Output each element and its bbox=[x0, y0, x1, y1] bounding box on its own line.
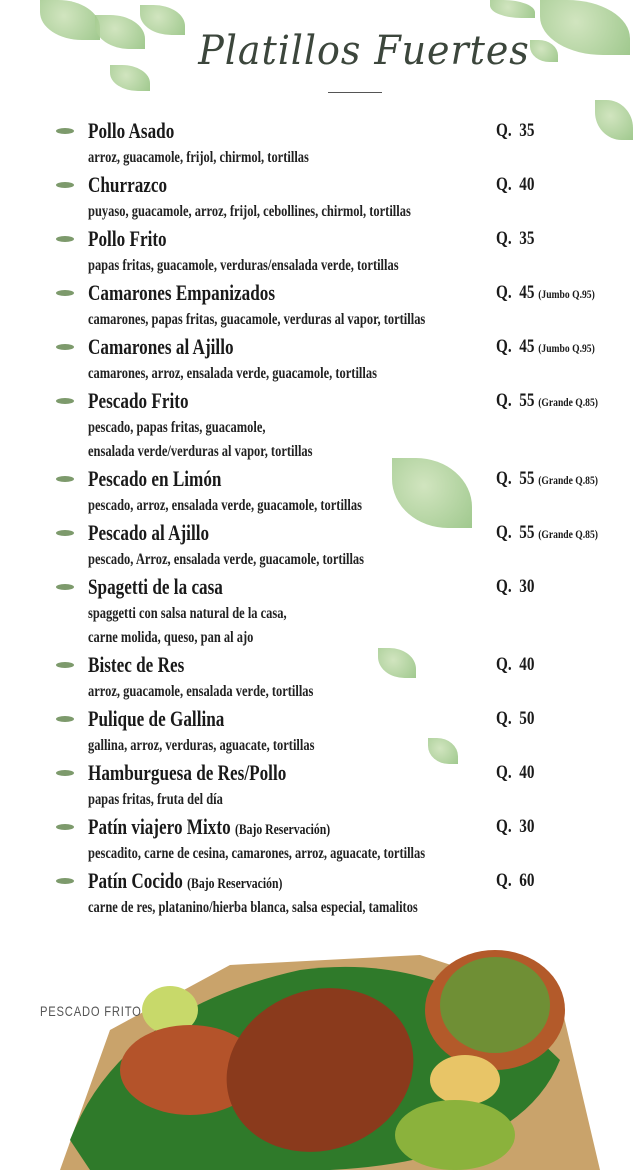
item-name bbox=[88, 758, 286, 788]
item-name bbox=[88, 170, 167, 200]
item-name bbox=[88, 464, 221, 494]
menu-item bbox=[56, 464, 616, 518]
item-price bbox=[496, 332, 595, 363]
item-name bbox=[88, 650, 184, 680]
item-price bbox=[496, 812, 534, 842]
currency: Q. bbox=[496, 576, 512, 597]
leaf-bullet-icon bbox=[56, 344, 74, 350]
item-price bbox=[496, 116, 534, 146]
item-price bbox=[496, 572, 534, 602]
item-description: pescadito, carne de cesina, camarones, arroz, aguacate, tortillas bbox=[88, 845, 426, 862]
menu-item-header bbox=[56, 518, 616, 548]
currency: Q. bbox=[496, 654, 512, 675]
item-price bbox=[496, 518, 598, 549]
leaf-bullet-icon bbox=[56, 770, 74, 776]
price-extra: (Grande Q.85) bbox=[538, 527, 598, 541]
menu-item bbox=[56, 650, 616, 704]
currency: Q. bbox=[496, 522, 512, 543]
price-extra: (Jumbo Q.95) bbox=[538, 287, 595, 301]
leaf-bullet-icon bbox=[56, 824, 74, 830]
menu-item bbox=[56, 170, 616, 224]
leaf-bullet-icon bbox=[56, 662, 74, 668]
item-name bbox=[88, 518, 209, 548]
menu-item-header bbox=[56, 704, 616, 734]
menu-item bbox=[56, 278, 616, 332]
tortilla-chip bbox=[430, 1055, 500, 1105]
menu-item-header bbox=[56, 650, 616, 680]
menu-item-header bbox=[56, 116, 616, 146]
item-price bbox=[496, 758, 534, 788]
item-name bbox=[88, 278, 275, 308]
photo-label: PESCADO FRITO bbox=[40, 1003, 142, 1019]
item-name-text: Hamburguesa de Res/Pollo bbox=[88, 760, 287, 785]
currency: Q. bbox=[496, 468, 512, 489]
price-value: 35 bbox=[519, 120, 535, 141]
menu-item bbox=[56, 704, 616, 758]
price-value: 60 bbox=[519, 870, 535, 891]
item-description: pescado, papas fritas, guacamole, bbox=[88, 419, 266, 436]
item-description: puyaso, guacamole, arroz, frijol, cebollines, chirmol, tortillas bbox=[88, 203, 411, 220]
item-description: pescado, arroz, ensalada verde, guacamole, tortillas bbox=[88, 497, 362, 514]
price-value: 30 bbox=[519, 816, 535, 837]
item-name-text: Bistec de Res bbox=[88, 652, 185, 677]
menu-item-header bbox=[56, 224, 616, 254]
item-name bbox=[88, 386, 189, 416]
leaf-bullet-icon bbox=[56, 878, 74, 884]
menu-item bbox=[56, 866, 616, 920]
item-name-text: Pollo Frito bbox=[88, 226, 167, 251]
menu-item-header bbox=[56, 758, 616, 788]
currency: Q. bbox=[496, 762, 512, 783]
item-name bbox=[88, 224, 167, 254]
item-name-text: Patín viajero Mixto bbox=[88, 814, 231, 839]
currency: Q. bbox=[496, 390, 512, 411]
item-price bbox=[496, 278, 595, 309]
menu-item-header bbox=[56, 278, 616, 308]
menu-item bbox=[56, 332, 616, 386]
item-name-text: Pollo Asado bbox=[88, 118, 175, 143]
item-description: spaggetti con salsa natural de la casa, bbox=[88, 605, 287, 622]
leaf-bullet-icon bbox=[56, 236, 74, 242]
price-value: 40 bbox=[519, 654, 535, 675]
item-price bbox=[496, 866, 534, 896]
menu-item bbox=[56, 812, 616, 866]
pescado-frito-image bbox=[0, 940, 633, 1170]
item-description: carne molida, queso, pan al ajo bbox=[88, 629, 254, 646]
item-name bbox=[88, 866, 282, 899]
currency: Q. bbox=[496, 708, 512, 729]
currency: Q. bbox=[496, 336, 512, 357]
menu-item bbox=[56, 572, 616, 650]
menu-item bbox=[56, 224, 616, 278]
menu-item-header bbox=[56, 812, 616, 842]
currency: Q. bbox=[496, 228, 512, 249]
price-value: 55 bbox=[519, 468, 535, 489]
item-price bbox=[496, 704, 534, 734]
leaf-bullet-icon bbox=[56, 476, 74, 482]
price-value: 50 bbox=[519, 708, 535, 729]
item-price bbox=[496, 386, 598, 417]
item-description: camarones, arroz, ensalada verde, guacamole, tortillas bbox=[88, 365, 377, 382]
leaf-bullet-icon bbox=[56, 290, 74, 296]
currency: Q. bbox=[496, 174, 512, 195]
menu-item-header bbox=[56, 572, 616, 602]
item-price bbox=[496, 170, 534, 200]
item-name-text: Churrazco bbox=[88, 172, 168, 197]
item-description: arroz, guacamole, ensalada verde, tortillas bbox=[88, 683, 314, 700]
item-name bbox=[88, 704, 224, 734]
item-description: arroz, guacamole, frijol, chirmol, tortillas bbox=[88, 149, 309, 166]
currency: Q. bbox=[496, 282, 512, 303]
price-value: 30 bbox=[519, 576, 535, 597]
leaf-bullet-icon bbox=[56, 182, 74, 188]
menu-item-header bbox=[56, 386, 616, 416]
menu-item-header bbox=[56, 866, 616, 896]
price-extra: (Grande Q.85) bbox=[538, 473, 598, 487]
menu-item-header bbox=[56, 332, 616, 362]
page-title: Platillos Fuertes bbox=[198, 28, 530, 74]
item-name-text: Patín Cocido bbox=[88, 868, 183, 893]
item-description: carne de res, platanino/hierba blanca, salsa especial, tamalitos bbox=[88, 899, 418, 916]
currency: Q. bbox=[496, 120, 512, 141]
currency: Q. bbox=[496, 870, 512, 891]
price-value: 55 bbox=[519, 522, 535, 543]
item-name bbox=[88, 116, 174, 146]
food-photo bbox=[0, 940, 633, 1170]
item-name-text: Spagetti de la casa bbox=[88, 574, 223, 599]
item-description: papas fritas, fruta del día bbox=[88, 791, 223, 808]
menu-item bbox=[56, 518, 616, 572]
item-description: ensalada verde/verduras al vapor, tortillas bbox=[88, 443, 313, 460]
price-value: 45 bbox=[519, 336, 535, 357]
item-name-text: Pescado Frito bbox=[88, 388, 189, 413]
price-value: 40 bbox=[519, 762, 535, 783]
price-value: 45 bbox=[519, 282, 535, 303]
title-divider bbox=[328, 92, 382, 93]
item-note: (Bajo Reservación) bbox=[234, 822, 331, 838]
item-price bbox=[496, 464, 598, 495]
item-price bbox=[496, 224, 534, 254]
item-name-text: Pulique de Gallina bbox=[88, 706, 225, 731]
price-extra: (Jumbo Q.95) bbox=[538, 341, 595, 355]
item-price bbox=[496, 650, 534, 680]
leaf-bullet-icon bbox=[56, 716, 74, 722]
menu-item-header bbox=[56, 464, 616, 494]
leaf-decoration bbox=[490, 0, 535, 18]
price-extra: (Grande Q.85) bbox=[538, 395, 598, 409]
leaf-bullet-icon bbox=[56, 530, 74, 536]
guacamole bbox=[395, 1100, 515, 1170]
item-name bbox=[88, 572, 223, 602]
item-description: gallina, arroz, verduras, aguacate, tortillas bbox=[88, 737, 315, 754]
menu-item bbox=[56, 386, 616, 464]
item-name bbox=[88, 812, 330, 845]
item-description: papas fritas, guacamole, verduras/ensalada verde, tortillas bbox=[88, 257, 399, 274]
item-description: pescado, Arroz, ensalada verde, guacamole, tortillas bbox=[88, 551, 365, 568]
currency: Q. bbox=[496, 816, 512, 837]
price-value: 55 bbox=[519, 390, 535, 411]
leaf-bullet-icon bbox=[56, 584, 74, 590]
menu-item-header bbox=[56, 170, 616, 200]
item-name-text: Pescado al Ajillo bbox=[88, 520, 210, 545]
menu-list bbox=[56, 116, 616, 920]
item-name-text: Camarones Empanizados bbox=[88, 280, 276, 305]
item-name-text: Camarones al Ajillo bbox=[88, 334, 234, 359]
menu-item bbox=[56, 116, 616, 170]
item-note: (Bajo Reservación) bbox=[187, 876, 283, 892]
item-description: camarones, papas fritas, guacamole, verduras al vapor, tortillas bbox=[88, 311, 426, 328]
item-name-text: Pescado en Limón bbox=[88, 466, 222, 491]
leaf-bullet-icon bbox=[56, 398, 74, 404]
price-value: 35 bbox=[519, 228, 535, 249]
leaf-bullet-icon bbox=[56, 128, 74, 134]
item-name bbox=[88, 332, 234, 362]
menu-item bbox=[56, 758, 616, 812]
price-value: 40 bbox=[519, 174, 535, 195]
